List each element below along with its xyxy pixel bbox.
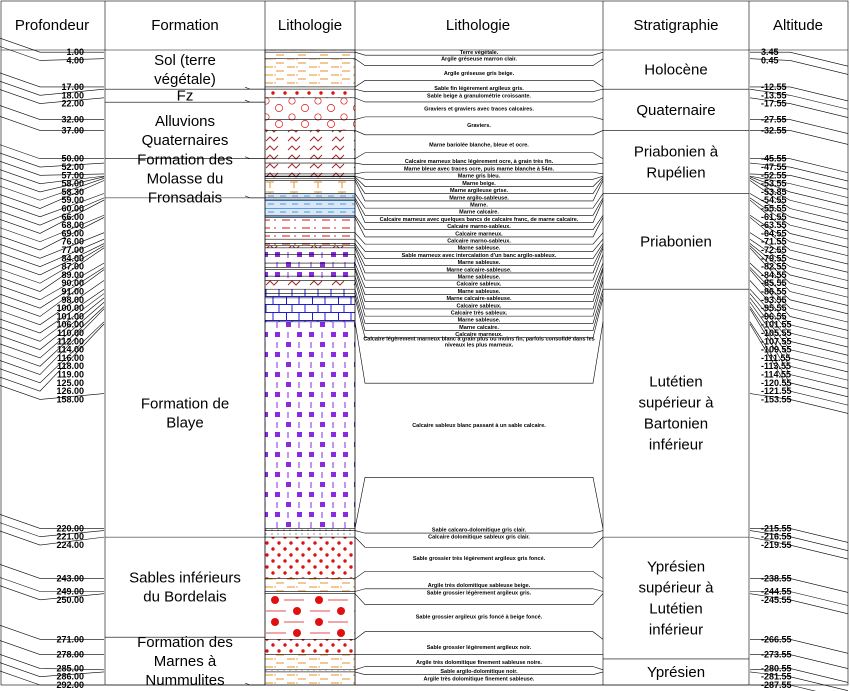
lithology-layer xyxy=(265,52,355,59)
lithology-description: Argile très dolomitique finement sableuse noire. xyxy=(416,660,542,667)
lithology-layer xyxy=(265,263,355,267)
depth-value: 32.00 xyxy=(61,114,84,125)
lithology-description: Calcaire marneux blanc légèrement ocre, à grain très fin. xyxy=(404,158,554,165)
altitude-value: -95.55 xyxy=(761,303,787,314)
lithology-layer xyxy=(265,59,355,87)
lithology-layer xyxy=(265,289,355,293)
depth-tick xyxy=(0,153,104,167)
column-headers xyxy=(15,17,823,34)
altitude-value: -287.55 xyxy=(761,680,792,690)
altitude-value: -13.55 xyxy=(761,90,787,101)
depth-tick xyxy=(0,81,104,95)
depth-value: 250.00 xyxy=(56,594,84,605)
lithology-layer xyxy=(265,670,355,672)
lithology-description: Calcaire sableux blanc passant à un sable calcaire. xyxy=(412,423,546,430)
depth-value: 278.00 xyxy=(56,649,84,660)
altitude-value: -64.55 xyxy=(761,228,787,239)
stratigraphy-name: Rupélien xyxy=(646,164,706,182)
description-separator xyxy=(355,153,603,159)
stratigraphy-name: inférieur xyxy=(648,436,704,454)
description-separator xyxy=(355,632,603,640)
altitude-value: 0.45 xyxy=(761,55,779,66)
altitude-value: -45.55 xyxy=(761,153,787,164)
formation-name: du Bordelais xyxy=(143,588,227,606)
lithology-description: Calcaire sableux. xyxy=(456,303,502,310)
lithology-patterns xyxy=(265,50,355,685)
altitude-value: -216.55 xyxy=(761,531,792,542)
formation-column xyxy=(105,52,265,689)
lithology-layer xyxy=(265,248,355,255)
altitude-value: -71.55 xyxy=(761,236,787,247)
lithology-layer xyxy=(265,254,355,263)
depth-tick xyxy=(0,177,104,192)
depth-value: 58.00 xyxy=(61,178,84,189)
header-lithology-pattern: Lithologie xyxy=(277,17,343,34)
depth-tick xyxy=(0,170,104,184)
lithology-layer xyxy=(265,87,355,89)
description-separator xyxy=(355,130,603,134)
depth-value: 286.00 xyxy=(56,671,84,682)
lithology-description: Graviers. xyxy=(467,123,491,130)
depth-value: 114.00 xyxy=(56,344,84,355)
depth-tick xyxy=(0,564,104,578)
depth-value: 1.00 xyxy=(66,47,84,58)
altitude-value: -273.55 xyxy=(761,649,792,660)
lithology-layer xyxy=(265,578,355,591)
altitude-value: -121.55 xyxy=(761,386,792,397)
stratigraphy-name: Priabonien xyxy=(640,233,712,251)
lithology-description: Marne sableuse. xyxy=(457,288,501,295)
altitude-value: -53.85 xyxy=(761,186,787,197)
lithology-description: Marne calcaire-sableuse. xyxy=(446,267,512,274)
altitude-value: -63.55 xyxy=(761,220,787,231)
lithology-description: Marne calcaire. xyxy=(459,209,499,216)
depth-value: 220.00 xyxy=(56,523,84,534)
lithology-layer xyxy=(265,298,355,322)
depth-tick xyxy=(0,217,104,250)
depth-tick xyxy=(0,145,104,159)
altitude-value: -281.55 xyxy=(761,671,792,682)
lithology-layer xyxy=(265,233,355,240)
altitude-value: -27.55 xyxy=(761,114,787,125)
lithology-layer xyxy=(265,198,355,200)
lithology-description: Argile gréseuse gris beige. xyxy=(443,70,515,77)
lithology-layer xyxy=(265,639,355,654)
header-altitude: Altitude xyxy=(772,17,824,34)
lithology-description: Sable marneux avec intercalation d'un banc argilo-sableux. xyxy=(401,252,557,259)
stratigraphy-name: Holocène xyxy=(644,61,708,79)
lithology-description: Sable grossier argileux gris foncé à beige foncé. xyxy=(415,614,543,621)
depth-value: 68.00 xyxy=(61,220,84,231)
altitude-value: -32.55 xyxy=(761,125,787,136)
lithology-layer xyxy=(265,270,355,277)
lithology-layer xyxy=(265,194,355,198)
depth-value: 89.00 xyxy=(61,269,84,280)
depth-tick xyxy=(0,586,104,600)
lithology-description: Marne argileuse grise. xyxy=(449,188,509,195)
lithology-description: Marne bariolée blanche, bleue et ocre. xyxy=(429,142,529,149)
depth-value: 106.00 xyxy=(56,319,84,330)
depth-tick xyxy=(0,215,104,241)
altitude-value: -266.55 xyxy=(761,634,792,645)
lithology-layer xyxy=(265,215,355,217)
depth-tick xyxy=(0,654,104,669)
lithology-description: Marne calcaire. xyxy=(459,324,499,331)
depth-tick xyxy=(0,531,104,545)
depth-value: 249.00 xyxy=(56,586,84,597)
formation-name: Fz xyxy=(176,87,194,105)
altitude-value: -215.55 xyxy=(761,523,792,534)
depth-tick xyxy=(0,244,104,275)
lithology-layer xyxy=(265,672,355,685)
altitude-value: -153.55 xyxy=(761,394,792,405)
formation-name: Formation des xyxy=(137,151,233,169)
depth-tick xyxy=(0,263,104,300)
depth-value: 76.00 xyxy=(61,236,84,247)
lithology-description: Calcaire marno-sableux. xyxy=(447,238,511,245)
depth-value: 224.00 xyxy=(56,540,84,551)
depth-value: 50.00 xyxy=(61,153,84,164)
lithology-description: Marne bleue avec traces ocre, puis marne blanche à 54m. xyxy=(403,166,555,173)
depth-value: 59.00 xyxy=(61,195,84,206)
lithology-layer xyxy=(265,89,355,98)
lithology-description: Calcaire marneux. xyxy=(455,231,503,238)
lithology-layer xyxy=(265,174,355,176)
depth-value: 90.00 xyxy=(61,278,84,289)
depth-tick xyxy=(0,116,104,130)
stratigraphy-name: supérieur à xyxy=(638,579,714,597)
depth-tick xyxy=(0,248,104,292)
lithology-layer xyxy=(265,246,355,248)
altitude-value: -111.55 xyxy=(761,352,791,363)
lithology-layer xyxy=(265,591,355,593)
depth-value: 18.00 xyxy=(61,90,84,101)
depth-value: 271.00 xyxy=(56,634,84,645)
lithology-layer xyxy=(265,98,355,120)
altitude-value: -47.55 xyxy=(761,162,787,173)
depth-tick xyxy=(0,267,104,308)
lithology-description: Calcaire légèrement marneux blanc à grain plus ou moins fin, parfois consolidé dans les niveaux les plus marneux. xyxy=(363,336,595,349)
altitude-value: 3.45 xyxy=(761,47,779,58)
altitude-value: -61.55 xyxy=(761,211,787,222)
depth-value: 60.00 xyxy=(61,203,84,214)
lithology-description: Marne beige. xyxy=(462,180,496,187)
lithology-layer xyxy=(265,130,355,158)
lithology-description: Argile très dolomitique finement sableuse. xyxy=(423,676,535,683)
depth-tick xyxy=(0,194,104,217)
altitude-value: -238.55 xyxy=(761,573,792,584)
lithology-layer xyxy=(265,217,355,232)
depth-value: 292.00 xyxy=(56,680,84,690)
depth-tick xyxy=(0,641,104,655)
description-separator xyxy=(355,322,603,383)
depth-value: 112.00 xyxy=(56,336,84,347)
depth-value: 221.00 xyxy=(56,531,84,542)
depth-tick xyxy=(0,73,104,87)
lithology-layer xyxy=(265,655,355,670)
altitude-value: -113.55 xyxy=(761,361,792,372)
lithology-layer xyxy=(265,178,355,180)
altitude-value: -245.55 xyxy=(761,594,792,605)
depth-value: 4.00 xyxy=(66,55,84,66)
lithology-layer xyxy=(265,200,355,215)
header-lithology-description: Lithologie xyxy=(445,17,511,34)
lithology-layer xyxy=(265,267,355,269)
depth-value: 110.00 xyxy=(56,328,84,339)
depth-tick xyxy=(0,198,104,225)
formation-name: Formation des xyxy=(137,634,233,652)
depth-tick xyxy=(0,385,104,399)
altitude-value: -12.55 xyxy=(761,81,787,92)
depth-value: 91.00 xyxy=(61,286,84,297)
formation-name: Alluvions xyxy=(154,112,216,130)
depth-value: 17.00 xyxy=(61,81,84,92)
lithology-description: Sable grossier légèrement argileux gris. xyxy=(426,590,532,597)
header-depth: Profondeur xyxy=(14,17,90,34)
lithology-description: Sable grossier très légèrement argileux gris foncé. xyxy=(412,555,546,562)
lithology-description: Sable fin légèrement argileux gris. xyxy=(434,86,524,93)
depth-value: 285.00 xyxy=(56,663,84,674)
lithology-description: Marne calcaire-sableuse. xyxy=(446,296,512,303)
header-stratigraphy: Stratigraphie xyxy=(633,17,719,34)
stratigraphy-name: Yprésien xyxy=(646,663,706,681)
stratigraphy-name: Priabonien à xyxy=(633,143,719,161)
depth-tick xyxy=(0,46,104,60)
stratigraphy-name: Lutétien xyxy=(649,373,703,391)
depth-tick xyxy=(0,286,104,333)
depth-value: 98.00 xyxy=(61,294,84,305)
lithology-layer xyxy=(265,180,355,193)
lithology-description: Marne sableuse. xyxy=(457,274,501,281)
lithology-layer xyxy=(265,531,355,538)
altitude-value: -105.55 xyxy=(761,328,792,339)
lithology-layer xyxy=(265,281,355,290)
depth-value: 125.00 xyxy=(56,377,84,388)
stratigraphy-name: Lutétien xyxy=(649,600,703,618)
lithology-description: Calcaire marneux avec quelques bancs de calcaire franc, de marne calcaire. xyxy=(379,216,579,223)
lithology-layer xyxy=(265,163,355,174)
altitude-value: -17.55 xyxy=(761,98,787,109)
lithology-description: Calcaire dolomitique sableux gris clair. xyxy=(428,534,530,541)
altitude-value: -109.55 xyxy=(761,344,792,355)
altitude-value: -280.55 xyxy=(761,663,792,674)
depth-tick xyxy=(0,106,104,120)
depth-value: 57.00 xyxy=(61,170,84,181)
lithology-layer xyxy=(265,594,355,640)
altitude-value: -86.55 xyxy=(761,286,787,297)
lithology-description: Calcaire sableux. xyxy=(456,281,502,288)
lithology-description: Calcaire marno-sableux. xyxy=(447,224,511,231)
depth-tick xyxy=(0,236,104,266)
formation-name: Sables inférieurs xyxy=(129,569,241,587)
altitude-value: -53.55 xyxy=(761,178,787,189)
depth-value: 77.00 xyxy=(61,245,84,256)
depth-value: 66.00 xyxy=(61,211,84,222)
lithology-description: Terre végétale. xyxy=(459,50,499,56)
outer-frame xyxy=(1,1,848,685)
lithology-description: Marne argilo-sableuse. xyxy=(449,195,509,202)
altitude-value: -85.55 xyxy=(761,278,787,289)
altitude-value: -72.55 xyxy=(761,245,787,256)
formation-name: Fronsadais xyxy=(147,189,223,207)
depth-tick xyxy=(0,514,104,528)
depth-tick xyxy=(0,281,104,325)
depth-value: 58.30 xyxy=(61,186,84,197)
depth-tick xyxy=(0,161,104,175)
lithology-description: Marne. xyxy=(470,202,488,209)
depth-value: 52.00 xyxy=(61,162,84,173)
altitude-column xyxy=(750,47,848,691)
lithology-layer xyxy=(265,50,355,52)
lithology-description: Argile gréseuse marron clair. xyxy=(441,56,517,63)
depth-value: 119.00 xyxy=(56,369,84,380)
altitude-value: -84.55 xyxy=(761,269,787,280)
depth-value: 37.00 xyxy=(61,125,84,136)
lithology-descriptions xyxy=(355,50,603,685)
formation-name: Molasse du xyxy=(146,170,224,188)
lithology-layer xyxy=(265,276,355,280)
lithology-layer xyxy=(265,294,355,298)
lithology-layer xyxy=(265,120,355,131)
depth-column xyxy=(0,38,104,690)
description-separator xyxy=(355,477,603,528)
depth-value: 101.00 xyxy=(56,311,84,322)
lithology-description: Calcaire très sableux. xyxy=(450,310,508,317)
depth-value: 243.00 xyxy=(56,573,84,584)
depth-tick xyxy=(0,309,104,375)
table-grid xyxy=(1,1,848,685)
altitude-value: -219.55 xyxy=(761,540,792,551)
lithology-description: Graviers et graviers avec traces calcaires. xyxy=(424,106,534,113)
header-formation: Formation xyxy=(151,17,219,34)
depth-value: 22.00 xyxy=(61,98,84,109)
lithology-description: Argile très dolomitique sableuse beige. xyxy=(427,582,531,589)
description-separator xyxy=(355,117,603,120)
depth-value: 118.00 xyxy=(56,361,84,372)
formation-name: Quaternaires xyxy=(141,131,229,149)
lithology-layer xyxy=(265,537,355,578)
lithology-description: Sable grossier légèrement argileux noir. xyxy=(426,644,532,651)
depth-tick xyxy=(0,298,104,350)
altitude-value: -244.55 xyxy=(761,586,792,597)
formation-name: Nummulites xyxy=(145,672,225,690)
altitude-value: -54.55 xyxy=(761,195,787,206)
altitude-value: -55.55 xyxy=(761,203,787,214)
lithology-description: Marne sableuse. xyxy=(457,245,501,252)
stratigraphy-name: Yprésien xyxy=(646,558,706,576)
lithology-layer xyxy=(265,159,355,163)
altitude-value: -101.55 xyxy=(761,319,792,330)
formation-name: Formation de xyxy=(140,395,230,413)
lithology-description: Marne gris bleu. xyxy=(457,173,501,180)
lithology-layer xyxy=(265,322,355,529)
lithology-description: Sable argilo-dolomitique noir. xyxy=(440,668,518,675)
altitude-value: -96.55 xyxy=(761,311,787,322)
altitude-value: -114.55 xyxy=(761,369,792,380)
lithology-layer xyxy=(265,528,355,530)
depth-value: 84.00 xyxy=(61,253,84,264)
stratigraphy-name: Quaternaire xyxy=(636,101,716,119)
altitude-value: -52.55 xyxy=(761,170,787,181)
formation-name: végétale) xyxy=(154,71,216,89)
depth-tick xyxy=(0,523,104,537)
stratigraphy-name: supérieur à xyxy=(638,394,714,412)
altitude-value: -79.55 xyxy=(761,253,787,264)
depth-tick xyxy=(0,577,104,591)
altitude-value: -82.55 xyxy=(761,261,787,272)
lithology-description: Sable beige à granulométrie croissante. xyxy=(427,93,531,100)
description-separator xyxy=(355,571,603,578)
stratigraphy-name: inférieur xyxy=(648,621,704,639)
lithology-description: Marne sableuse. xyxy=(457,317,501,324)
lithology-description: Calcaire marneux. xyxy=(455,332,503,339)
depth-value: 158.00 xyxy=(56,394,84,405)
formation-name: Sol (terre xyxy=(154,52,216,70)
altitude-value: -120.55 xyxy=(761,377,792,388)
formation-name: Marnes à xyxy=(153,653,217,671)
lithology-layer xyxy=(265,244,355,246)
depth-value: 116.00 xyxy=(56,352,84,363)
stratigraphy-column xyxy=(603,62,749,685)
altitude-value: -93.55 xyxy=(761,294,787,305)
depth-tick xyxy=(0,90,104,104)
lithology-description: Sable calcaro-dolomitique gris clair. xyxy=(431,527,527,534)
depth-tick xyxy=(0,319,104,383)
depth-value: 126.00 xyxy=(56,386,84,397)
formation-name: Blaye xyxy=(166,414,204,432)
depth-value: 100.00 xyxy=(56,303,84,314)
stratigraphy-name: Bartonien xyxy=(643,415,709,433)
altitude-value: -107.55 xyxy=(761,336,792,347)
lithology-description: Marne sableuse. xyxy=(457,260,501,267)
depth-tick xyxy=(0,625,104,639)
depth-value: 69.00 xyxy=(61,228,84,239)
depth-value: 87.00 xyxy=(61,261,84,272)
lithology-layer xyxy=(265,239,355,243)
